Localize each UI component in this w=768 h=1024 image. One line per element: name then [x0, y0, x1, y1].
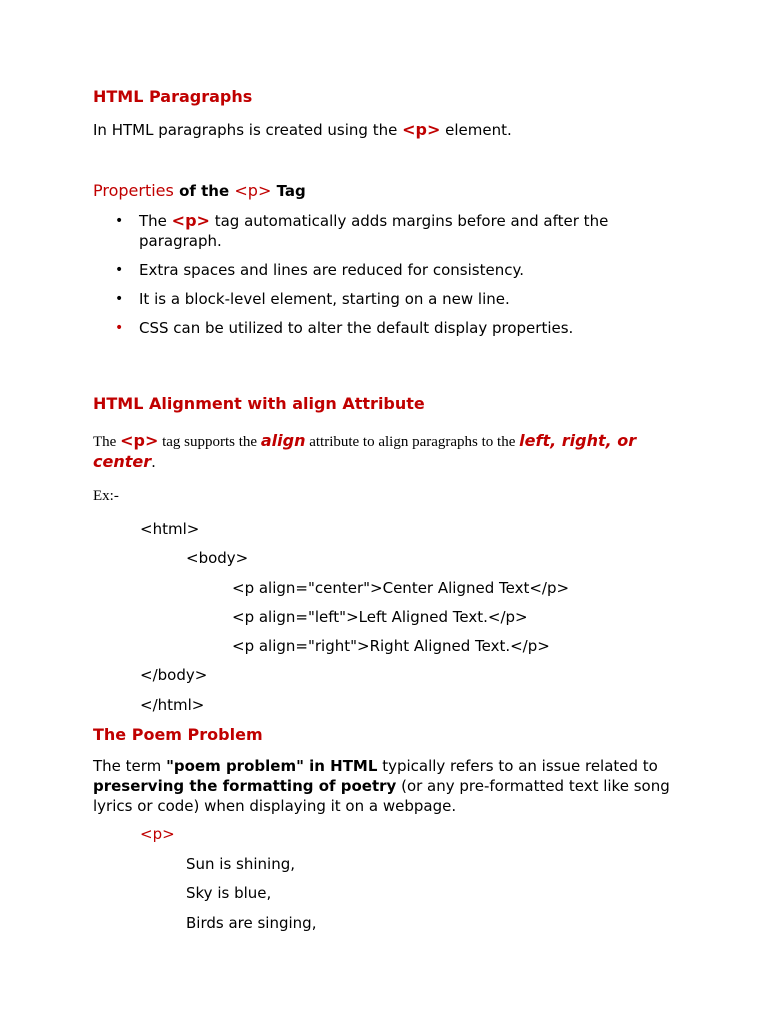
list-item — [93, 289, 653, 309]
poem-line: Sun is shining, — [186, 855, 296, 873]
list-item-text-after: tag automatically adds margins before and after the paragraph. — [139, 212, 609, 250]
list-item-text: Extra spaces and lines are reduced for consistency. — [139, 261, 524, 279]
poem-p-tag: <p> — [140, 825, 175, 843]
alignment-text-1: The — [93, 434, 121, 450]
alignment-text-2: tag supports the — [158, 434, 261, 450]
heading-properties-end: Tag — [271, 182, 306, 200]
bullet-icon: • — [115, 291, 124, 307]
poem-bold-2: preserving the formatting of poetry — [93, 777, 397, 795]
intro-text-after: element. — [440, 121, 512, 139]
heading-properties — [93, 181, 306, 201]
intro-p-tag: <p> — [402, 120, 441, 139]
properties-list — [93, 211, 653, 347]
list-item-text: CSS can be utilized to alter the default display properties. — [139, 319, 574, 337]
bullet-icon: • — [115, 320, 124, 336]
heading-html-alignment: HTML Alignment with align Attribute — [93, 394, 425, 413]
alignment-p-tag: <p> — [120, 431, 159, 450]
code-line: <p align="left">Left Aligned Text.</p> — [232, 608, 528, 626]
poem-line: Sky is blue, — [186, 884, 272, 902]
code-line: <p align="right">Right Aligned Text.</p> — [232, 637, 550, 655]
poem-problem-description — [93, 756, 678, 816]
poem-text-2: typically refers to an issue related to — [377, 757, 658, 775]
list-item — [93, 318, 653, 338]
intro-text-before: In HTML paragraphs is created using the — [93, 121, 403, 139]
alignment-em-align: align — [260, 431, 306, 450]
code-line: </body> — [140, 666, 208, 684]
poem-line: Birds are singing, — [186, 914, 317, 932]
heading-poem-problem: The Poem Problem — [93, 725, 263, 744]
heading-properties-tag: <p> — [234, 181, 272, 200]
heading-properties-mid: of the — [173, 182, 235, 200]
heading-properties-red: Properties — [93, 181, 174, 200]
list-item — [93, 211, 653, 251]
bullet-icon: • — [115, 262, 124, 278]
alignment-description — [93, 431, 678, 472]
alignment-em-values: left, right, or center — [93, 431, 637, 471]
heading-html-paragraphs: HTML Paragraphs — [93, 87, 253, 106]
poem-text-3: (or any pre-formatted text like song lyrics or code) when displaying it on a webpage. — [93, 777, 670, 815]
list-item-p-tag: <p> — [171, 211, 210, 230]
poem-bold-1: "poem problem" in HTML — [166, 757, 378, 775]
code-line: </html> — [140, 696, 205, 714]
code-line: <body> — [186, 549, 249, 567]
example-label: Ex:- — [93, 488, 119, 504]
code-line: <html> — [140, 520, 200, 538]
intro-paragraph — [93, 120, 512, 140]
list-item — [93, 260, 653, 280]
list-item-text-before: The — [139, 212, 172, 230]
alignment-text-3: attribute to align paragraphs to the — [305, 434, 520, 450]
bullet-icon: • — [115, 213, 124, 229]
list-item-text: It is a block-level element, starting on a new line. — [139, 290, 510, 308]
poem-text-1: The term — [93, 757, 167, 775]
alignment-text-4: . — [151, 453, 156, 471]
code-line: <p align="center">Center Aligned Text</p> — [232, 579, 570, 597]
